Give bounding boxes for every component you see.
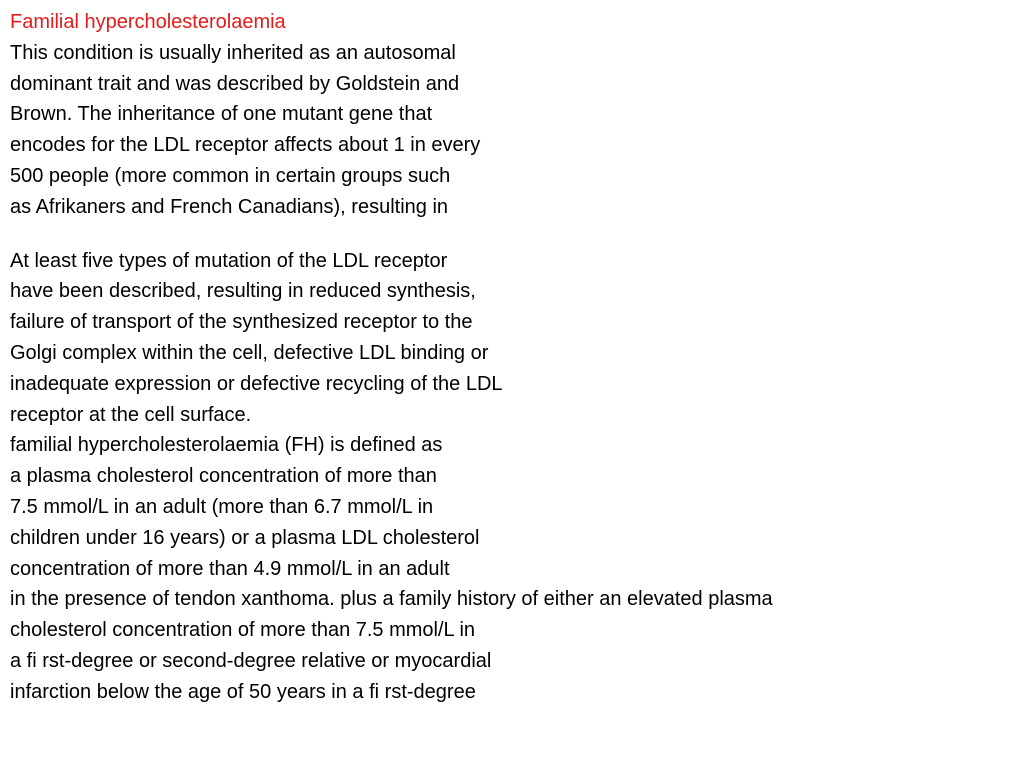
paragraph-2-line: failure of transport of the synthesized receptor to the xyxy=(10,311,473,334)
paragraph-2-line: concentration of more than 4.9 mmol/L in an adult xyxy=(10,557,450,580)
slide-text-block xyxy=(10,7,1010,708)
paragraph-1-line: This condition is usually inherited as an autosomal xyxy=(10,41,456,64)
paragraph-2-line: in the presence of tendon xanthoma. plus a family history of either an elevated plasma xyxy=(10,588,773,611)
paragraph-2-line: 7.5 mmol/L in an adult (more than 6.7 mmol/L in xyxy=(10,495,434,518)
paragraph-spacer xyxy=(10,223,1010,246)
paragraph-2-line: familial hypercholesterolaemia (FH) is defined as xyxy=(10,434,443,457)
paragraph-2-line: receptor at the cell surface. xyxy=(10,403,252,426)
paragraph-1-line: as Afrikaners and French Canadians), resulting in xyxy=(10,195,449,218)
paragraph-2-line: a plasma cholesterol concentration of more than xyxy=(10,465,437,488)
paragraph-1-line: 500 people (more common in certain groups such xyxy=(10,164,451,187)
paragraph-2-line: Golgi complex within the cell, defective LDL binding or xyxy=(10,341,489,364)
paragraph-2-line: children under 16 years) or a plasma LDL cholesterol xyxy=(10,526,480,549)
paragraph-2-line: a fi rst-degree or second-degree relative or myocardial xyxy=(10,649,492,672)
paragraph-2-line: At least five types of mutation of the LDL receptor xyxy=(10,249,448,272)
slide-title: Familial hypercholesterolaemia xyxy=(10,11,286,33)
paragraph-2-line: infarction below the age of 50 years in a fi rst-degree xyxy=(10,680,476,703)
paragraph-1-line: dominant trait and was described by Goldstein and xyxy=(10,72,460,95)
paragraph-2-line: have been described, resulting in reduced synthesis, xyxy=(10,280,476,303)
paragraph-2-line: cholesterol concentration of more than 7.5 mmol/L in xyxy=(10,619,476,642)
paragraph-1-line: encodes for the LDL receptor affects about 1 in every xyxy=(10,134,481,157)
paragraph-1-line: Brown. The inheritance of one mutant gene that xyxy=(10,103,433,126)
paragraph-2-line: inadequate expression or defective recycling of the LDL xyxy=(10,372,503,395)
